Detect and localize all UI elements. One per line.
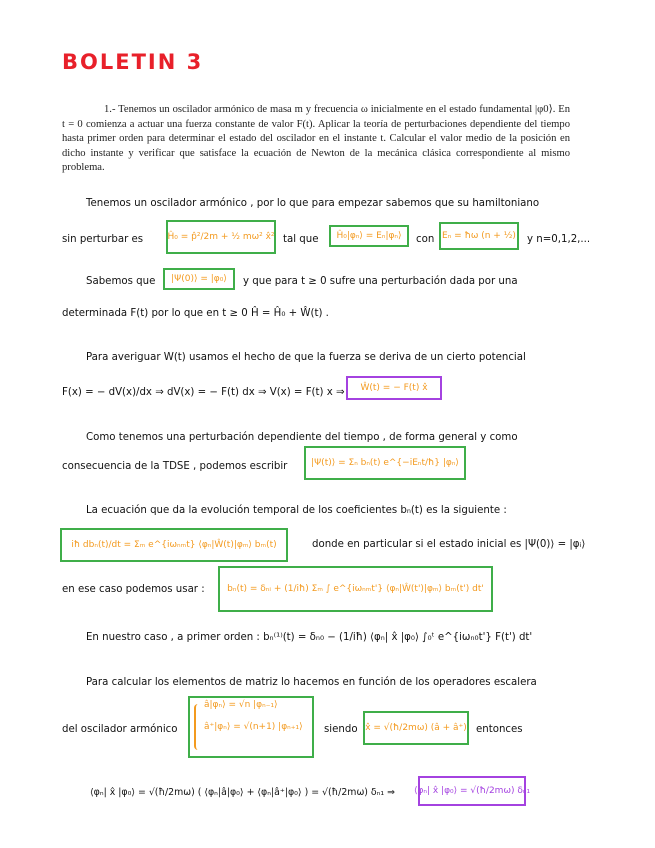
page-title: BOLETIN 3: [62, 50, 204, 74]
text-line-2d: y n=0,1,2,...: [527, 234, 591, 245]
text-line-2c: con: [416, 234, 435, 245]
ladder-lowering: â|φₙ⟩ = √n |φₙ₋₁⟩: [204, 700, 278, 710]
problem-text: 1.- Tenemos un oscilador armónico de masa m y frecuencia ω inicialmente en el estado fundamental |φ0⟩. En t = 0 comienza a actuar una fuerza constante de valor F(t). Aplicar la teoría de perturbaciones dependiente del tiempo hasta primer orden para determinar el estado del oscilador en el instante t. Calcular el valor medio de la posición en dicho instante y verificar que satisface la ecuación de Newton de la mecánica clásica correspondiente al mismo problema.: [62, 104, 570, 174]
problem-statement: [62, 103, 570, 176]
result-formula: ⟨φₙ| x̂ |φ₀⟩ = √(ħ/2mω) δₙ₁: [413, 786, 531, 796]
result-box: [413, 776, 531, 806]
text-line-15: ⟨φₙ| x̂ |φ₀⟩ = √(ħ/2mω) ( ⟨φₙ|â|φ₀⟩ + ⟨φₙ|â⁺|φ₀⟩ ) = √(ħ/2mω) δₙ₁ ⇒: [90, 787, 395, 798]
eigen-box: [329, 225, 409, 247]
text-line-14b: siendo: [324, 724, 358, 735]
text-line-8: consecuencia de la TDSE , podemos escribir: [62, 461, 288, 472]
text-line-4: determinada F(t) por lo que en t ≥ 0 Ĥ = Ĥ₀ + Ŵ(t) .: [62, 308, 329, 319]
text-line-9: La ecuación que da la evolución temporal de los coeficientes bₙ(t) es la siguiente :: [86, 505, 507, 516]
energy-box: [439, 222, 519, 250]
hamiltonian-formula: Ĥ₀ = p̂²/2m + ½ mω² x̂²: [167, 232, 275, 242]
perturbation-box: [346, 376, 442, 400]
position-operator-box: [363, 711, 469, 745]
state-expansion-box: [304, 446, 466, 480]
evolution-equation-box: [60, 528, 288, 562]
state-expansion-formula: |Ψ(t)⟩ = Σₙ bₙ(t) e^{−iEₙt/ħ} |φₙ⟩: [311, 458, 459, 468]
ladder-operators-box: [188, 696, 314, 758]
ladder-raising: â⁺|φₙ⟩ = √(n+1) |φₙ₊₁⟩: [204, 722, 303, 732]
perturbation-formula: Ŵ(t) = − F(t) x̂: [360, 383, 428, 393]
text-line-2a: sin perturbar es: [62, 234, 144, 245]
text-line-7: Como tenemos una perturbación dependiente del tiempo , de forma general y como: [86, 432, 518, 443]
initial-state-formula: |Ψ(0)⟩ = |φ₀⟩: [171, 274, 227, 284]
eigen-formula: Ĥ₀|φₙ⟩ = Eₙ|φₙ⟩: [336, 231, 402, 241]
evolution-equation: iħ dbₙ(t)/dt = Σₘ e^{iωₙₘt} ⟨φₙ|Ŵ(t)|φₘ⟩ bₘ(t): [71, 540, 277, 550]
text-line-3a: Sabemos que: [86, 276, 156, 287]
text-line-2b: tal que: [283, 234, 319, 245]
initial-state-box: [163, 268, 235, 290]
energy-formula: Eₙ = ħω (n + ½): [442, 231, 516, 241]
text-line-10: donde en particular si el estado inicial es |Ψ(0)⟩ = |φᵢ⟩: [312, 539, 586, 550]
text-line-13: Para calcular los elementos de matriz lo hacemos en función de los operadores escalera: [86, 677, 537, 688]
text-line-14a: del oscilador armónico: [62, 724, 178, 735]
first-order-box: [218, 566, 493, 612]
text-line-14c: entonces: [476, 724, 523, 735]
position-operator-formula: x̂ = √(ħ/2mω) (â + â⁺): [365, 723, 467, 733]
text-line-1: Tenemos un oscilador armónico , por lo que para empezar sabemos que su hamiltoniano: [86, 198, 540, 209]
text-line-11: en ese caso podemos usar :: [62, 584, 205, 595]
hamiltonian-box: [166, 220, 276, 254]
text-line-5: Para averiguar W(t) usamos el hecho de que la fuerza se deriva de un cierto potencial: [86, 352, 526, 363]
text-line-6: F(x) = − dV(x)/dx ⇒ dV(x) = − F(t) dx ⇒ V(x) = F(t) x ⇒: [62, 387, 345, 398]
first-order-formula: bₙ(t) = δₙᵢ + (1/iħ) Σₘ ∫ e^{iωₙₘt'} ⟨φₙ|Ŵ(t')|φₘ⟩ bₘ(t') dt': [227, 584, 484, 594]
text-line-12: En nuestro caso , a primer orden : bₙ⁽¹⁾(t) = δₙ₀ − (1/iħ) ⟨φₙ| x̂ |φ₀⟩ ∫₀ᵗ e^{iωₙ₀t'} F(t') dt': [86, 632, 533, 643]
text-line-3b: y que para t ≥ 0 sufre una perturbación dada por una: [243, 276, 518, 287]
brace-mark: [194, 704, 202, 750]
